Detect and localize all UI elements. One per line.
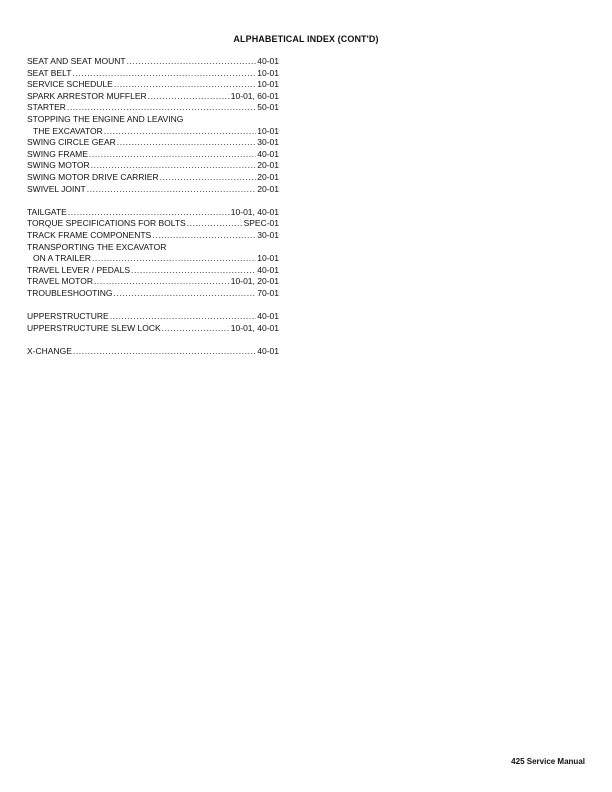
index-entry-label: TRAVEL MOTOR bbox=[27, 276, 93, 287]
dot-leader bbox=[152, 230, 256, 242]
dot-leader bbox=[67, 102, 256, 114]
dot-leader bbox=[148, 91, 230, 103]
index-entry-label: X-CHANGE bbox=[27, 345, 72, 356]
dot-leader bbox=[114, 79, 256, 91]
index-entry-page: 10-01, 60-01 bbox=[230, 90, 279, 101]
index-entry-page: 10-01, 20-01 bbox=[230, 276, 279, 287]
index-entry[interactable] bbox=[27, 102, 279, 114]
page-footer: 425 Service Manual bbox=[511, 757, 585, 766]
index-entry-label: TRACK FRAME COMPONENTS bbox=[27, 229, 152, 240]
index-entry-label: SEAT BELT bbox=[27, 67, 72, 78]
index-entry[interactable] bbox=[27, 149, 279, 161]
index-entry[interactable] bbox=[27, 207, 279, 219]
index-entry[interactable] bbox=[27, 230, 279, 242]
index-entry-page: 10-01, 40-01 bbox=[230, 206, 279, 217]
index-entry-label: SWING CIRCLE GEAR bbox=[27, 137, 116, 148]
index-entry[interactable] bbox=[27, 265, 279, 277]
index-entry[interactable] bbox=[27, 68, 279, 80]
dot-leader bbox=[91, 160, 257, 172]
index-entry-page: SPEC-01 bbox=[243, 218, 279, 229]
dot-leader bbox=[72, 68, 256, 80]
index-entry-label: SWING FRAME bbox=[27, 148, 88, 159]
index-entry[interactable] bbox=[27, 253, 279, 265]
dot-leader bbox=[110, 311, 257, 323]
index-entry-label: SWING MOTOR bbox=[27, 160, 90, 171]
index-entry-page: 20-01 bbox=[257, 171, 279, 182]
dot-leader bbox=[113, 288, 256, 300]
index-entry[interactable] bbox=[27, 184, 279, 196]
index-entry-page: 10-01 bbox=[257, 67, 279, 78]
group-spacer bbox=[27, 334, 279, 346]
alphabetical-index bbox=[27, 56, 279, 357]
dot-leader bbox=[68, 207, 230, 219]
index-entry-page: 40-01 bbox=[257, 264, 279, 275]
index-entry-label: UPPERSTRUCTURE SLEW LOCK bbox=[27, 322, 161, 333]
index-entry-label: THE EXCAVATOR bbox=[33, 125, 103, 136]
index-entry-page: 10-01, 40-01 bbox=[230, 322, 279, 333]
dot-leader bbox=[187, 218, 243, 230]
index-entry[interactable] bbox=[27, 172, 279, 184]
index-entry-heading: TRANSPORTING THE EXCAVATOR bbox=[27, 241, 167, 252]
index-entry-label: TRAVEL LEVER / PEDALS bbox=[27, 264, 130, 275]
index-entry-page: 50-01 bbox=[257, 102, 279, 113]
dot-leader bbox=[162, 323, 230, 335]
index-entry[interactable] bbox=[27, 218, 279, 230]
index-entry-label: TORQUE SPECIFICATIONS FOR BOLTS bbox=[27, 218, 186, 229]
dot-leader bbox=[104, 126, 257, 138]
index-entry[interactable] bbox=[27, 346, 279, 358]
dot-leader bbox=[94, 276, 230, 288]
index-entry-page: 20-01 bbox=[257, 160, 279, 171]
index-entry-page: 70-01 bbox=[257, 287, 279, 298]
dot-leader bbox=[160, 172, 257, 184]
group-spacer bbox=[27, 195, 279, 207]
index-entry-heading: STOPPING THE ENGINE AND LEAVING bbox=[27, 113, 184, 124]
index-entry[interactable] bbox=[27, 323, 279, 335]
index-entry-page: 10-01 bbox=[257, 125, 279, 136]
index-entry[interactable] bbox=[27, 79, 279, 91]
index-entry[interactable] bbox=[27, 56, 279, 68]
index-entry[interactable] bbox=[27, 91, 279, 103]
dot-leader bbox=[73, 346, 256, 358]
dot-leader bbox=[117, 137, 256, 149]
index-entry-label: SWIVEL JOINT bbox=[27, 183, 86, 194]
index-entry-page: 40-01 bbox=[257, 56, 279, 66]
index-entry-label: SERVICE SCHEDULE bbox=[27, 79, 113, 90]
index-entry[interactable] bbox=[27, 288, 279, 300]
index-entry-label: STARTER bbox=[27, 102, 66, 113]
page-title: ALPHABETICAL INDEX (CONT'D) bbox=[233, 34, 379, 44]
index-entry-page: 40-01 bbox=[257, 148, 279, 159]
index-entry-page: 10-01 bbox=[257, 79, 279, 90]
index-entry[interactable] bbox=[27, 137, 279, 149]
dot-leader bbox=[127, 56, 257, 68]
index-entry-page: 10-01 bbox=[257, 253, 279, 264]
index-entry[interactable] bbox=[27, 311, 279, 323]
index-entry-label: SWING MOTOR DRIVE CARRIER bbox=[27, 171, 159, 182]
index-entry-page: 30-01 bbox=[257, 137, 279, 148]
index-entry-label: ON A TRAILER bbox=[33, 253, 91, 264]
index-entry[interactable] bbox=[27, 160, 279, 172]
index-entry-label: SEAT AND SEAT MOUNT bbox=[27, 56, 126, 66]
dot-leader bbox=[87, 184, 257, 196]
dot-leader bbox=[89, 149, 256, 161]
index-entry-label: TAILGATE bbox=[27, 206, 67, 217]
index-entry-label: TROUBLESHOOTING bbox=[27, 287, 113, 298]
index-entry-label: SPARK ARRESTOR MUFFLER bbox=[27, 90, 147, 101]
dot-leader bbox=[92, 253, 256, 265]
index-entry-page: 40-01 bbox=[257, 311, 279, 322]
index-entry[interactable] bbox=[27, 276, 279, 288]
index-entry-page: 40-01 bbox=[257, 345, 279, 356]
index-entry-page: 30-01 bbox=[257, 229, 279, 240]
index-entry-label: UPPERSTRUCTURE bbox=[27, 311, 109, 322]
index-entry[interactable] bbox=[27, 126, 279, 138]
index-entry-page: 20-01 bbox=[257, 183, 279, 194]
group-spacer bbox=[27, 299, 279, 311]
dot-leader bbox=[131, 265, 256, 277]
